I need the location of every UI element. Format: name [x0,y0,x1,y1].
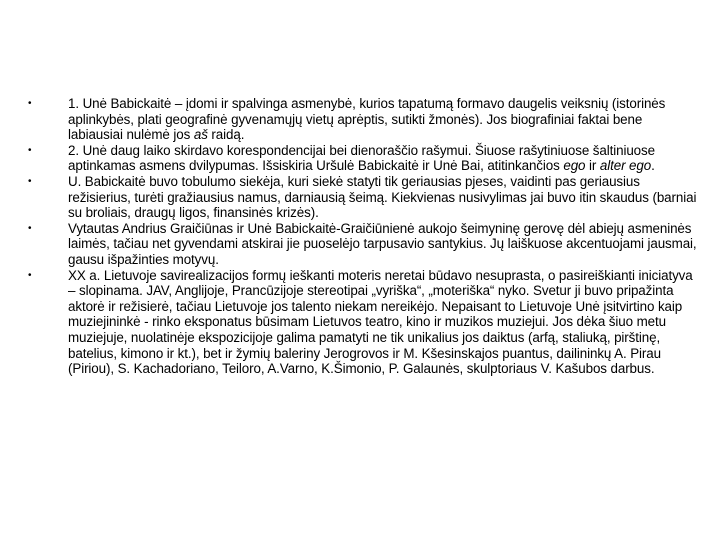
bullet-item [28,143,700,174]
bullet-marker: • [28,222,32,234]
text-run: raidą. [207,127,245,143]
bullet-marker: • [28,144,32,156]
bullet-text [68,174,696,220]
italic-text-run: alter ego [599,158,652,174]
text-run: . [651,158,655,174]
text-run: ir [585,158,600,174]
bullet-item [28,268,700,377]
italic-text-run: ego [563,158,586,174]
bullet-item [28,221,700,268]
bullet-text [68,221,697,267]
bullet-marker: • [28,269,32,281]
bullet-item [28,96,700,143]
bullet-text [68,96,665,142]
bullet-marker: • [28,175,32,187]
bullet-marker: • [28,98,32,109]
text-run: Vytautas Andrius Graičiūnas ir Unė Babickaitė-Graičiūnienė aukojo šeimyninę gerovę dėl abiejų asmeninės laimės, tačiau net gyvendami atskirai jie puoselėjo tarpusavio santykius. Jų laiškuose akcentuojami jausmai, gausu išpažinties motyvų. [68,220,697,267]
bullet-item [28,174,700,221]
italic-text-run: aš [193,127,208,143]
bullet-text [68,268,693,377]
text-run: XX a. Lietuvoje savirealizacijos formų ieškanti moteris neretai būdavo nesuprasta, o pasireiškianti iniciatyva – slopinama. JAV, Anglijoje, Prancūzijoje stereotipai „vyriška“, „moteriška“ nyko. Svetur ji buvo pripažinta aktorė ir režisierė, tačiau Lietuvoje jos talento niekam nereikėjo. Nepaisant to Lietuvoje Unė įsitvirtino kaip muziejininkė - rinko eksponatus būsimam Lietuvos teatro, kino ir muzikos muziejui. Jos dėka šiuo metu muziejuje, nuolatinėje ekspozicijoje galima pamatyti ne tik unikalius jos daiktus (arfą, staliuką, pirštinę, batelius, kimono ir kt.), bet ir žymių baleriny Jerogrovos ir M. Kšesinskajos puantus, dailininkų A. Pirau (Piriou), S. Kachadoriano, Teiloro, A.Varno, K.Šimonio, P. Galaunės, skulptoriaus V. Kašubos darbus. [68,267,693,377]
text-run: 2. Unė daug laiko skirdavo korespondencijai bei dienoraščio rašymui. Šiuose rašytiniuose šaltiniuose aptinkamas asmens dvilypumas. Išsiskiria Uršulė Babickaitė ir Unė Bai, atitinkančios [68,142,655,174]
text-run: 1. Unė Babickaitė – įdomi ir spalvinga asmenybė, kurios tapatumą formavo daugelis veiksnių (istorinės aplinkybės, plati geografinė gyvenamųjų vietų aprėptis, sutikti žmonės). Jos biografiniai faktai bene labiausiai nulėmė jos [68,96,666,143]
bullet-text [68,143,655,174]
text-run: U. Babickaitė buvo tobulumo siekėja, kuri siekė statyti tik geriausias pjeses, vaidinti pas geriausius režisierius, turėti gražiausius namus, darniausią šeimą. Kiekvienas nusivylimas jai buvo itin skaudus (barniai su broliais, draugų ligos, finansinės krizės). [68,173,697,221]
bullet-list [28,96,700,377]
